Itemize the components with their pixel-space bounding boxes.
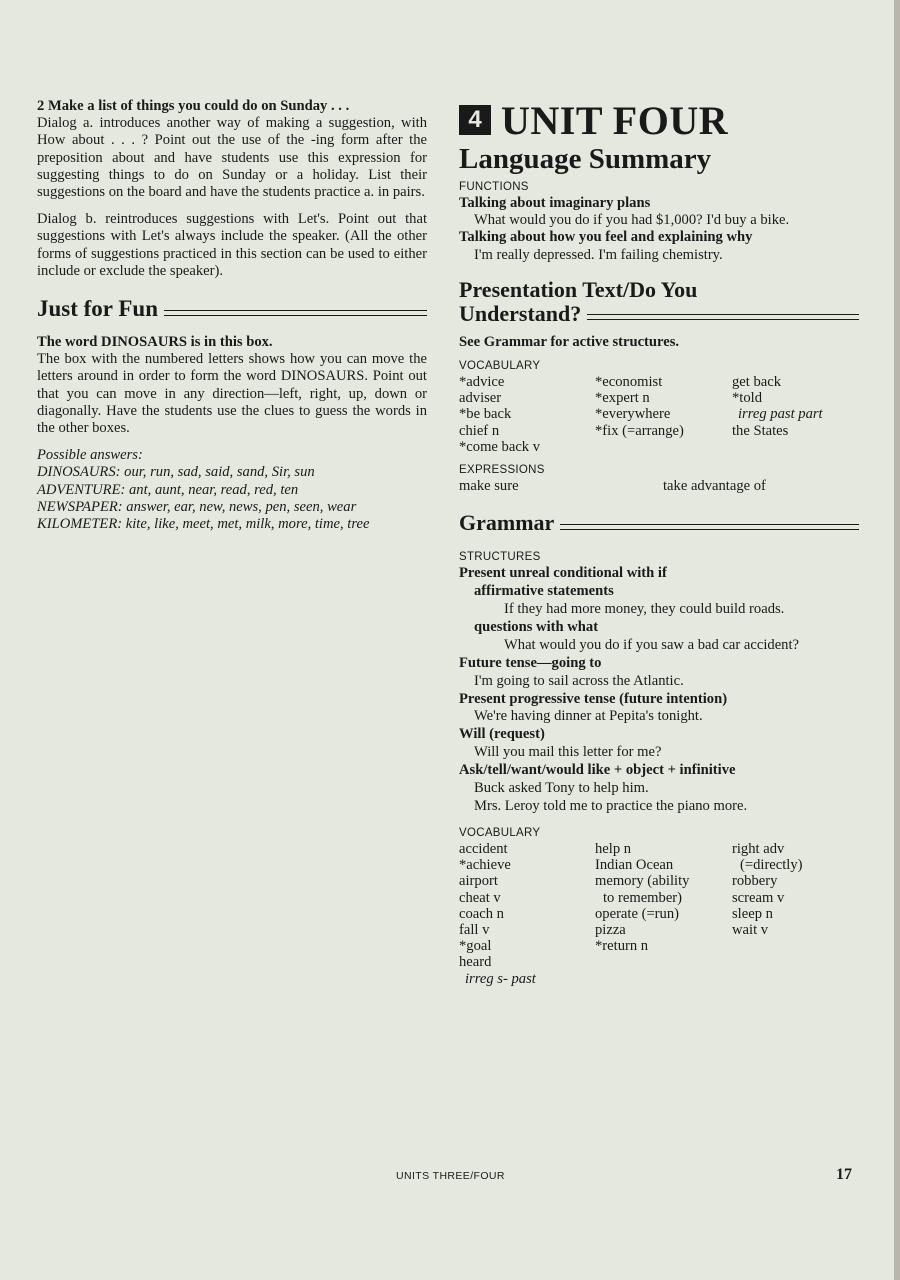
vocab-item: accident	[459, 840, 508, 857]
right-column	[459, 98, 859, 987]
structure-example: What would you do if you saw a bad car accident?	[504, 636, 800, 653]
vocab-item: *expert n	[595, 390, 650, 407]
vocab-item: *economist	[595, 374, 663, 391]
function-example: What would you do if you had $1,000? I'd buy a bike.	[474, 212, 790, 229]
vocab-item: sleep n	[732, 905, 773, 922]
structures-label: STRUCTURES	[459, 551, 541, 564]
heading-rule	[587, 314, 859, 320]
structure-example: We're having dinner at Pepita's tonight.	[474, 708, 703, 725]
vocab-column	[595, 374, 732, 455]
language-summary-title: Language Summary	[459, 143, 712, 175]
vocab-item: adviser	[459, 390, 502, 407]
unit-heading	[459, 98, 859, 142]
presentation-title-line-1: Presentation Text/Do You	[459, 276, 698, 302]
structure-example: Mrs. Leroy told me to practice the piano more.	[474, 798, 748, 815]
just-for-fun-title: Just for Fun	[37, 296, 158, 322]
vocab-item: chief n	[459, 422, 500, 439]
vocab-item: get back	[732, 374, 782, 391]
vocab-item: memory (ability	[595, 873, 690, 890]
expression-item: make sure	[459, 478, 519, 495]
presentation-title-line-2-row	[459, 302, 859, 326]
function-example: I'm really depressed. I'm failing chemistry.	[474, 246, 723, 263]
vocabulary-list-2	[459, 841, 859, 987]
vocab-item: operate (=run)	[595, 905, 679, 922]
vocab-item: robbery	[732, 873, 778, 890]
vocab-item: coach n	[459, 905, 504, 922]
vocab-item: scream v	[732, 889, 785, 906]
structure-title: Will (request)	[459, 726, 545, 743]
vocab-item: (=directly)	[740, 857, 803, 874]
expressions-label: EXPRESSIONS	[459, 464, 545, 477]
vocab-item: *everywhere	[595, 406, 671, 423]
vocab-item: irreg past part	[738, 406, 823, 423]
vocab-item: airport	[459, 873, 498, 890]
heading-rule	[164, 310, 427, 316]
structure-title: Present unreal conditional with if	[459, 565, 667, 582]
answers-label: Possible answers:	[37, 447, 143, 464]
structures-list	[459, 565, 859, 816]
function-title: Talking about how you feel and explaining why	[459, 229, 753, 246]
structure-example: If they had more money, they could build roads.	[504, 601, 785, 618]
vocab-item: wait v	[732, 921, 769, 938]
answer-line: DINOSAURS: our, run, sad, said, sand, Sir, sun	[37, 464, 315, 481]
answer-line: NEWSPAPER: answer, ear, new, news, pen, seen, wear	[37, 498, 357, 515]
running-footer: UNITS THREE/FOUR	[396, 1170, 505, 1182]
vocabulary-label-2: VOCABULARY	[459, 826, 541, 839]
functions-label: FUNCTIONS	[459, 181, 529, 193]
vocab-item: help n	[595, 840, 632, 857]
structure-title: Present progressive tense (future intention)	[459, 690, 728, 707]
presentation-title-line-2: Understand?	[459, 300, 582, 326]
vocabulary-list-1	[459, 374, 859, 455]
item2-paragraph-2: Dialog b. reintroduces suggestions with Let's. Point out that suggestions with Let's always include the speaker. (All the other forms of suggestions practiced in this section can be used to either include or exclude the speaker).	[37, 211, 427, 279]
expressions-list	[459, 478, 859, 494]
structure-subtitle: questions with what	[474, 618, 599, 635]
vocab-item: *be back	[459, 406, 512, 423]
structure-example: I'm going to sail across the Atlantic.	[474, 672, 684, 689]
item2-heading: 2 Make a list of things you could do on Sunday . . .	[37, 98, 350, 114]
function-title: Talking about imaginary plans	[459, 195, 651, 211]
vocab-item: *goal	[459, 938, 492, 955]
vocab-item: the States	[732, 422, 789, 439]
vocab-item: pizza	[595, 921, 626, 938]
vocab-column	[595, 841, 732, 987]
structure-example: Will you mail this letter for me?	[474, 744, 662, 761]
grammar-title: Grammar	[459, 510, 555, 536]
unit-number-box: 4	[459, 105, 491, 135]
fun-body: The box with the numbered letters shows how you can move the letters around in order to form the word DINOSAURS. Point out that you can move in any direction—left, right, up, down or diagonally. Have the students use the clues to guess the words in the other boxes.	[37, 351, 427, 437]
expression-item: take advantage of	[663, 478, 766, 495]
item2-paragraph-1: Dialog a. introduces another way of making a suggestion, with How about . . . ? Point out the use of the -ing form after the preposition about and have students use this expression for suggesting things to do on Sunday or a holiday. List their suggestions on the board and have the students practice a. in pairs.	[37, 115, 427, 201]
structure-example: Buck asked Tony to help him.	[474, 780, 649, 797]
vocab-item: Indian Ocean	[595, 857, 674, 874]
vocab-item: cheat v	[459, 889, 501, 906]
left-column	[37, 98, 427, 533]
vocab-column	[459, 374, 595, 455]
vocab-item: fall v	[459, 921, 490, 938]
answer-line: ADVENTURE: ant, aunt, near, read, red, ten	[37, 481, 299, 498]
grammar-heading	[459, 510, 859, 536]
just-for-fun-heading	[37, 296, 427, 322]
vocab-column	[459, 841, 595, 987]
vocab-column	[732, 374, 862, 455]
vocab-item: right adv	[732, 840, 785, 857]
page-number: 17	[836, 1166, 852, 1183]
vocab-item: *advice	[459, 374, 505, 391]
vocab-item: irreg s- past	[465, 970, 536, 987]
vocab-item: *fix (=arrange)	[595, 422, 684, 439]
vocab-item: heard	[459, 954, 492, 971]
vocab-item: to remember)	[603, 889, 683, 906]
vocabulary-label: VOCABULARY	[459, 360, 541, 373]
vocab-item: *come back v	[459, 438, 541, 455]
see-grammar-note: See Grammar for active structures.	[459, 333, 680, 350]
structure-title: Future tense—going to	[459, 654, 602, 671]
vocab-column	[732, 841, 862, 987]
structure-title: Ask/tell/want/would like + object + infinitive	[459, 762, 736, 779]
vocab-item: *achieve	[459, 857, 511, 874]
unit-title: UNIT FOUR	[501, 97, 729, 143]
presentation-heading	[459, 278, 859, 326]
answer-line: KILOMETER: kite, like, meet, met, milk, more, time, tree	[37, 516, 370, 533]
vocab-item: *told	[732, 390, 762, 407]
structure-subtitle: affirmative statements	[474, 583, 614, 600]
vocab-item: *return n	[595, 938, 649, 955]
heading-rule	[560, 524, 859, 530]
fun-subheading: The word DINOSAURS is in this box.	[37, 334, 273, 351]
